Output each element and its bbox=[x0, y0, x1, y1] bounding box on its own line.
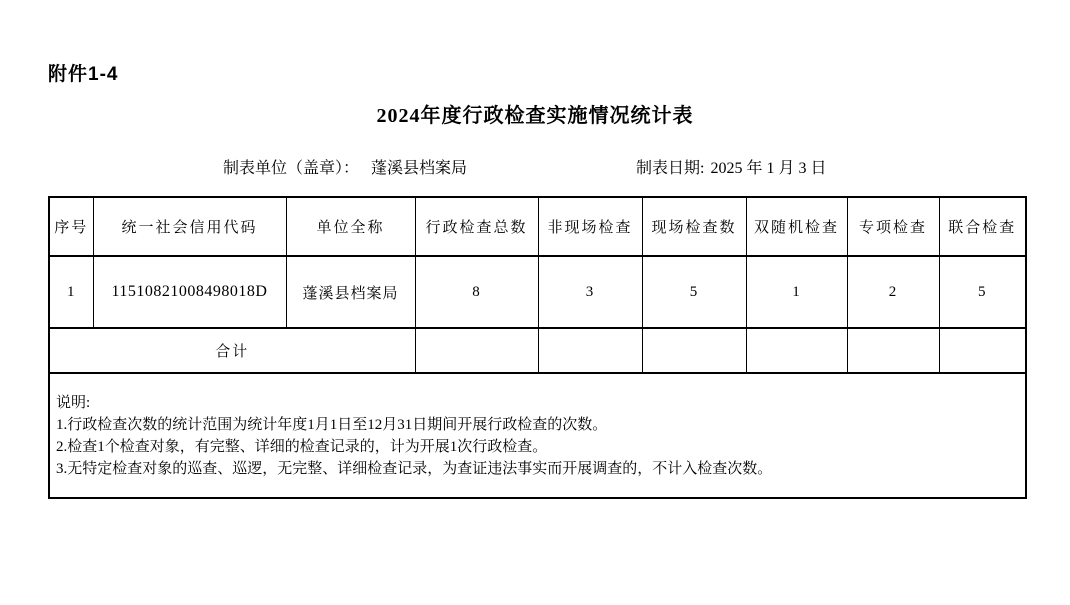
report-date-label: 制表日期: bbox=[636, 160, 705, 177]
cell-unit-name: 蓬溪县档案局 bbox=[286, 256, 415, 328]
header-seq: 序号 bbox=[49, 197, 93, 256]
notes-block bbox=[50, 392, 1025, 480]
cell-onsite-inspections: 5 bbox=[642, 256, 746, 328]
maker-unit-value: 蓬溪县档案局 bbox=[371, 160, 468, 177]
notes-cell bbox=[49, 373, 1026, 498]
page-title: 2024年度行政检查实施情况统计表 bbox=[376, 105, 694, 127]
table-header-row bbox=[49, 197, 1026, 256]
notes-line-3: 3.无特定检查对象的巡查、巡逻，无完整、详细检查记录，为查证违法事实而开展调查的，不计入检查次数。 bbox=[56, 460, 773, 477]
maker-unit bbox=[223, 155, 467, 178]
total-offsite-inspections bbox=[538, 328, 642, 373]
header-unit-name: 单位全称 bbox=[286, 197, 415, 256]
notes-row bbox=[49, 373, 1026, 498]
header-total-inspections: 行政检查总数 bbox=[415, 197, 538, 256]
report-date bbox=[636, 155, 826, 178]
notes-line-2: 2.检查1个检查对象，有完整、详细的检查记录的，计为开展1次行政检查。 bbox=[56, 438, 548, 455]
statistics-table bbox=[48, 196, 1027, 499]
cell-credit-code: 11510821008498018D bbox=[93, 256, 286, 328]
report-date-value: 2025 年 1 月 3 日 bbox=[710, 160, 827, 177]
total-label-cell: 合计 bbox=[49, 328, 415, 373]
header-onsite-inspections: 现场检查数 bbox=[642, 197, 746, 256]
subtitle-row bbox=[0, 155, 1070, 177]
total-onsite-inspections bbox=[642, 328, 746, 373]
header-special-inspections: 专项检查 bbox=[847, 197, 939, 256]
cell-seq: 1 bbox=[49, 256, 93, 328]
cell-special-inspections: 2 bbox=[847, 256, 939, 328]
notes-title: 说明: bbox=[56, 394, 91, 411]
table-row bbox=[49, 256, 1026, 328]
total-row bbox=[49, 328, 1026, 373]
cell-joint-inspections: 5 bbox=[939, 256, 1026, 328]
header-joint-inspections: 联合检查 bbox=[939, 197, 1026, 256]
total-joint-inspections bbox=[939, 328, 1026, 373]
header-offsite-inspections: 非现场检查 bbox=[538, 197, 642, 256]
header-credit-code: 统一社会信用代码 bbox=[93, 197, 286, 256]
cell-offsite-inspections: 3 bbox=[538, 256, 642, 328]
total-special-inspections bbox=[847, 328, 939, 373]
attachment-label: 附件1-4 bbox=[48, 64, 119, 85]
cell-total-inspections: 8 bbox=[415, 256, 538, 328]
notes-line-1: 1.行政检查次数的统计范围为统计年度1月1日至12月31日期间开展行政检查的次数。 bbox=[56, 416, 608, 433]
cell-double-random-inspections: 1 bbox=[746, 256, 847, 328]
total-total-inspections bbox=[415, 328, 538, 373]
maker-unit-label: 制表单位（盖章）： bbox=[223, 160, 360, 177]
header-double-random-inspections: 双随机检查 bbox=[746, 197, 847, 256]
total-double-random-inspections bbox=[746, 328, 847, 373]
